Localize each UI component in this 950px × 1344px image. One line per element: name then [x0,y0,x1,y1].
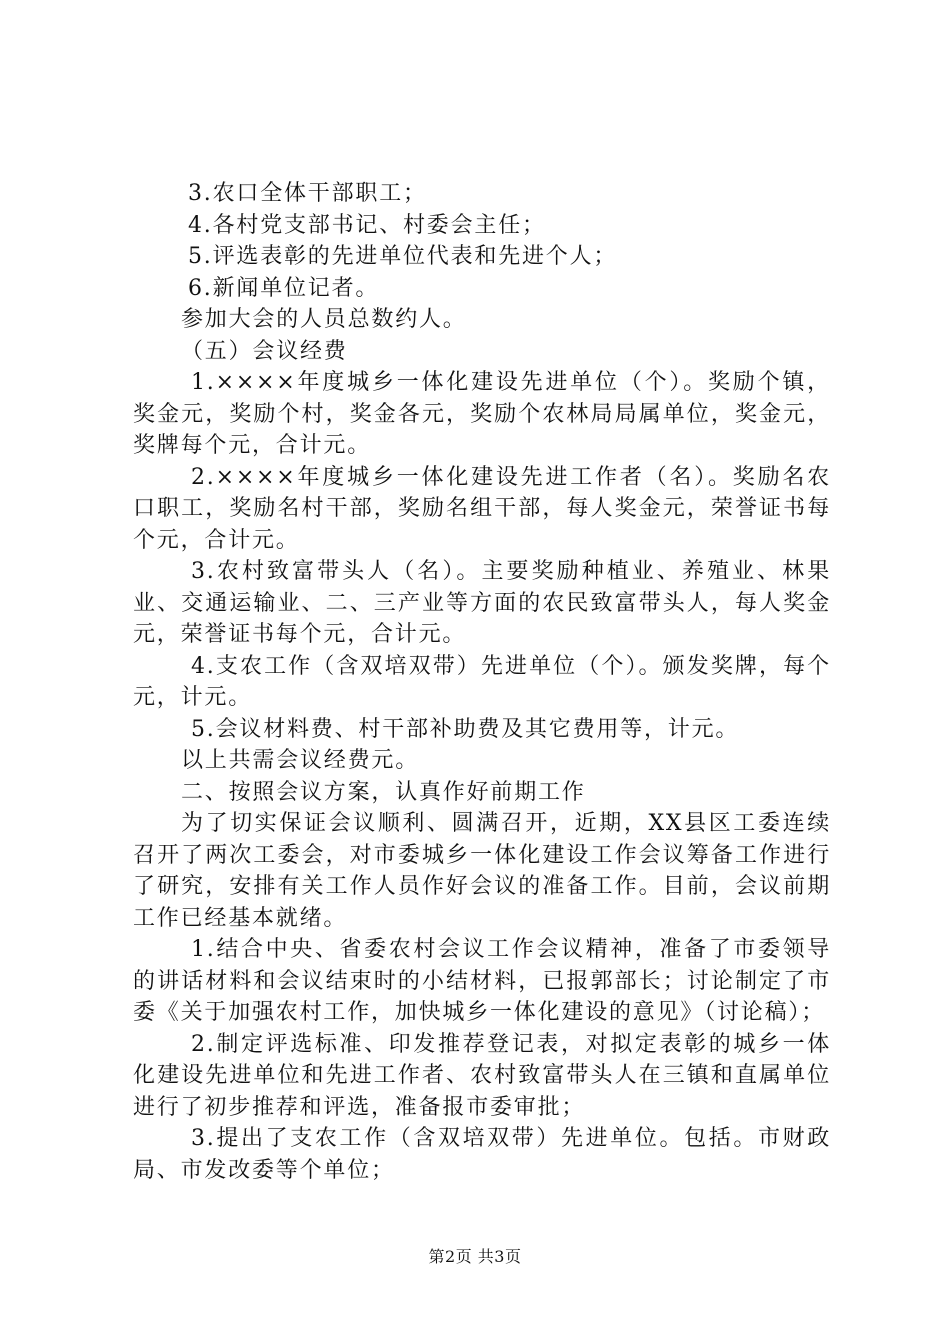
paragraph-preparation-3: 3.提出了支农工作（含双培双带）先进单位。包括。市财政局、市发改委等个单位； [133,1126,831,1183]
section-heading-budget: （五）会议经费 [181,338,348,364]
paragraph-attendees-5: 5.评选表彰的先进单位代表和先进个人； [188,244,618,269]
paragraph-attendees-4: 4.各村党支部书记、村委会主任； [188,212,546,238]
paragraph-budget-4: 4.支农工作（含双培双带）先进单位（个）。颁发奖牌，每个元，计元。 [133,653,831,710]
paragraph-preparation-1: 1.结合中央、省委农村会议工作会议精神，准备了市委领导的讲话材料和会议结束时的小结材料，已报郭部长；讨论制定了市委《关于加强农村工作，加快城乡一体化建设的意见》（讨论稿）； [133,937,831,1025]
paragraph-budget-total: 以上共需会议经费元。 [181,748,420,773]
paragraph-budget-5: 5.会议材料费、村干部补助费及其它费用等，计元。 [191,716,740,742]
paragraph-attendee-total: 参加大会的人员总数约人。 [181,307,467,332]
paragraph-attendees-6: 6.新闻单位记者。 [188,275,380,301]
paragraph-attendees-3: 3.农口全体干部职工； [188,181,427,206]
paragraph-budget-1: 1.××××年度城乡一体化建设先进单位（个）。奖励个镇，奖金元，奖励个村，奖金各元，奖励个农林局局属单位，奖金元，奖牌每个元，合计元。 [133,370,831,458]
page-number-footer: 第2页 共3页 [428,1247,522,1266]
paragraph-budget-2: 2.××××年度城乡一体化建设先进工作者（名）。奖励名农口职工，奖励名村干部，奖励名组干部，每人奖金元，荣誉证书每个元，合计元。 [133,464,831,553]
section-heading-preparation: 二、按照会议方案，认真作好前期工作 [181,779,586,805]
paragraph-preparation-intro: 为了切实保证会议顺利、圆满召开，近期，XX县区工委连续召开了两次工委会，对市委城乡一体化建设工作会议筹备工作进行了研究，安排有关工作人员作好会议的准备工作。目前，会议前期工作已经基本就绪。 [133,811,831,931]
paragraph-preparation-2: 2.制定评选标准、印发推荐登记表，对拟定表彰的城乡一体化建设先进单位和先进工作者、农村致富带头人在三镇和直属单位进行了初步推荐和评选，准备报市委审批； [133,1031,831,1120]
document-body [133,178,831,1186]
paragraph-budget-3: 3.农村致富带头人（名）。主要奖励种植业、养殖业、林果业、交通运输业、二、三产业等方面的农民致富带头人，每人奖金元，荣誉证书每个元，合计元。 [133,559,831,647]
